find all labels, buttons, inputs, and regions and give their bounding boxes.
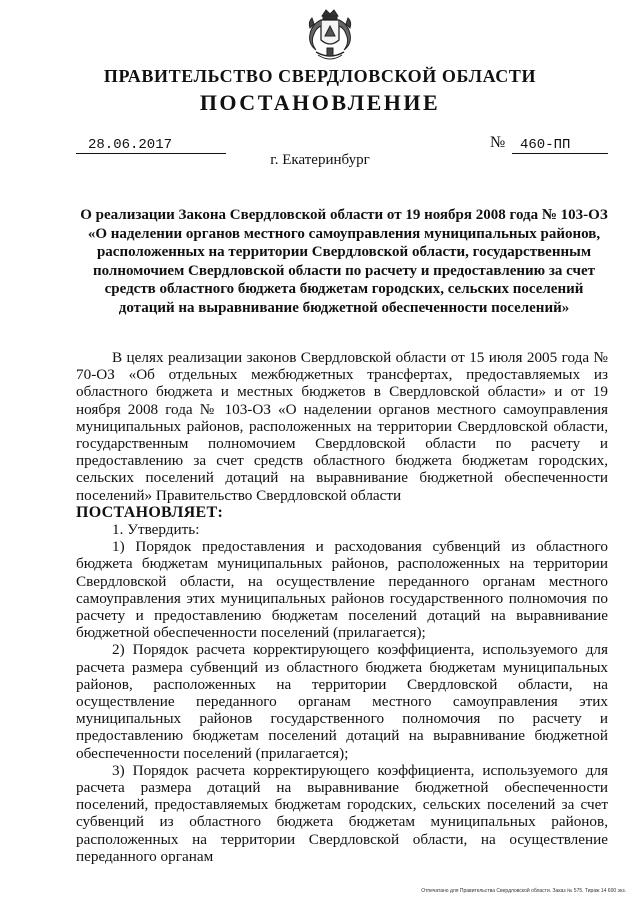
document-date: 28.06.2017 — [76, 137, 226, 154]
coat-of-arms-emblem — [298, 6, 362, 66]
preamble-paragraph: В целях реализации законов Свердловской области от 15 июля 2005 года № 70-ОЗ «Об отдельных межбюджетных трансфертах, предоставляемых из областного бюджета и местных бюджетов в Свердловской области» и от 19 ноября 2008 года № 103-ОЗ «О наделении органов местного самоуправления муниципальных районов, расположенных на территории Свердловской области, государственным полномочием Свердловской области по расчету и предоставлению за счет средств областного бюджета бюджетам городских, сельских поселений дотаций на выравнивание бюджетной обеспеченности поселений» Правительство Свердловской области — [76, 349, 608, 504]
title-line: средств областного бюджета бюджетам городских, сельских поселений — [104, 281, 584, 297]
document-body — [76, 349, 608, 865]
government-name: ПРАВИТЕЛЬСТВО СВЕРДЛОВСКОЙ ОБЛАСТИ — [103, 66, 537, 86]
document-title — [72, 206, 616, 317]
item-1: 1. Утвердить: — [112, 521, 200, 539]
document-number: 460-ПП — [512, 137, 608, 154]
title-line: расположенных на территории Свердловской области, государственным — [96, 244, 592, 260]
city: г. Екатеринбург — [270, 152, 370, 168]
document-type: ПОСТАНОВЛЕНИЕ — [199, 90, 441, 115]
print-footer: Отпечатано для Правительства Свердловской области. Заказ № 575. Тираж 14 600 экз. — [421, 888, 626, 894]
title-line: полномочием Свердловской области по расчету и предоставлению за счет — [92, 262, 596, 279]
resolve-heading: ПОСТАНОВЛЯЕТ: — [76, 503, 224, 521]
title-line: дотаций на выравнивание бюджетной обеспеченности поселений» — [118, 299, 570, 316]
subitem-2: 2) Порядок расчета корректирующего коэффициента, используемого для расчета размера субвенций из областного бюджета бюджетам муниципальных районов, расположенных на территории Свердловской области, на осуществление переданного органам местного самоуправления этих муниципальных районов государственного полномочия по расчету и предоставлению бюджетам поселений дотаций на выравнивание бюджетной обеспеченности поселений (прилагается); — [76, 641, 608, 762]
subitem-1: 1) Порядок предоставления и расходования субвенций из областного бюджета бюджетам муниципальных районов, расположенных на территории Свердловской области, на осуществление переданного органам местного самоуправления этих муниципальных районов государственного полномочия по расчету и предоставлению бюджетам поселений дотаций на выравнивание бюджетной обеспеченности поселений (прилагается); — [76, 538, 608, 642]
title-line: «О наделении органов местного самоуправления муниципальных районов, — [87, 225, 601, 242]
subitem-3: 3) Порядок расчета корректирующего коэффициента, используемого для расчета размера дотаций на выравнивание бюджетной обеспеченности поселений, предоставляемых бюджетам городских, сельских поселений за счет субвенций из областного бюджета бюджетам муниципальных районов, расположенных на территории Свердловской области, на осуществление переданного органам — [76, 761, 608, 865]
title-line: О реализации Закона Свердловской области от 19 ноября 2008 года № 103-ОЗ — [80, 207, 608, 223]
number-label: № — [490, 134, 506, 151]
